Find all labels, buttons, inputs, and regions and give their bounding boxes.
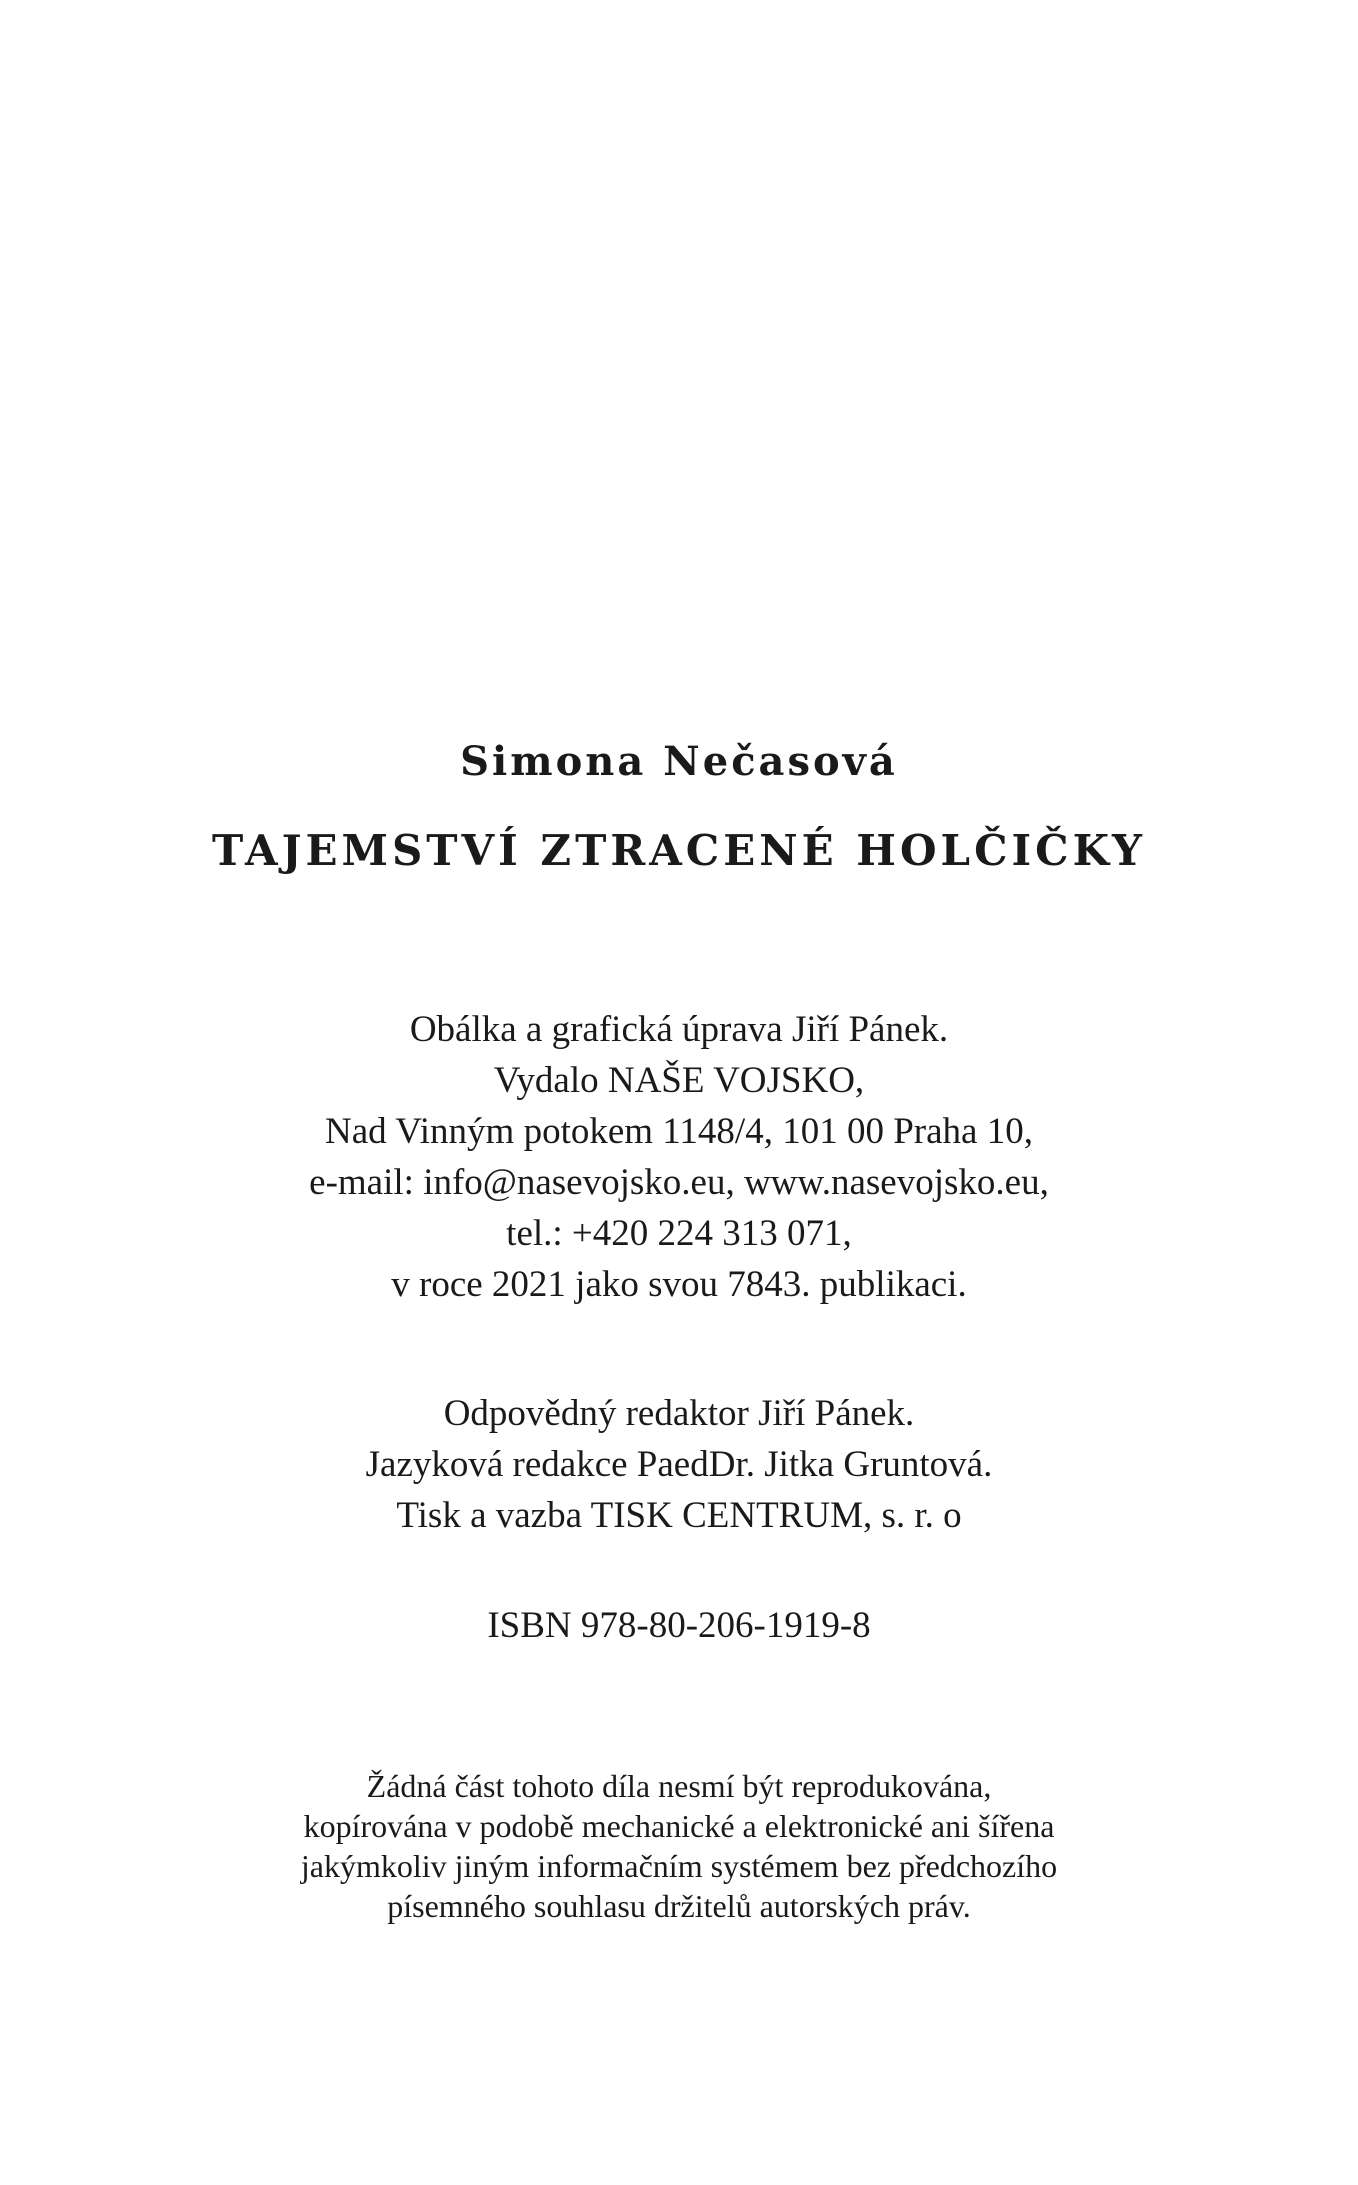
editorial-line: Jazyková redakce PaedDr. Jitka Gruntová. [365, 1444, 993, 1485]
editorial-line: Odpovědný redaktor Jiří Pánek. [443, 1393, 915, 1434]
copyright-line: písemného souhlasu držitelů autorských práv. [387, 1888, 971, 1924]
copyright-line: kopírována v podobě mechanické a elektronické ani šířena [303, 1808, 1055, 1844]
isbn [0, 1600, 1358, 1651]
editorial-info [0, 1388, 1358, 1541]
imprint-line: tel.: +420 224 313 071, [506, 1213, 852, 1254]
imprint-line: e-mail: info@nasevojsko.eu, www.nasevojsko.eu, [309, 1162, 1049, 1203]
book-title: TAJEMSTVÍ ZTRACENÉ HOLČIČKY [212, 826, 1146, 875]
publisher-info [0, 1004, 1358, 1310]
editorial-line: Tisk a vazba TISK CENTRUM, s. r. o [396, 1495, 962, 1536]
copyright-line: Žádná část tohoto díla nesmí být reprodukována, [366, 1768, 992, 1804]
imprint-line: Nad Vinným potokem 1148/4, 101 00 Praha 10, [325, 1111, 1033, 1152]
isbn-number: ISBN 978-80-206-1919-8 [487, 1605, 871, 1646]
author-name: Simona Nečasová [460, 738, 898, 785]
copyright-line: jakýmkoliv jiným informačním systémem bez předchozího [300, 1848, 1058, 1884]
imprint-line: Obálka a grafická úprava Jiří Pánek. [409, 1009, 949, 1050]
copyright-notice [0, 1766, 1358, 1926]
imprint-line: Vydalo NAŠE VOJSKO, [493, 1060, 865, 1101]
imprint-line: v roce 2021 jako svou 7843. publikaci. [391, 1264, 967, 1305]
